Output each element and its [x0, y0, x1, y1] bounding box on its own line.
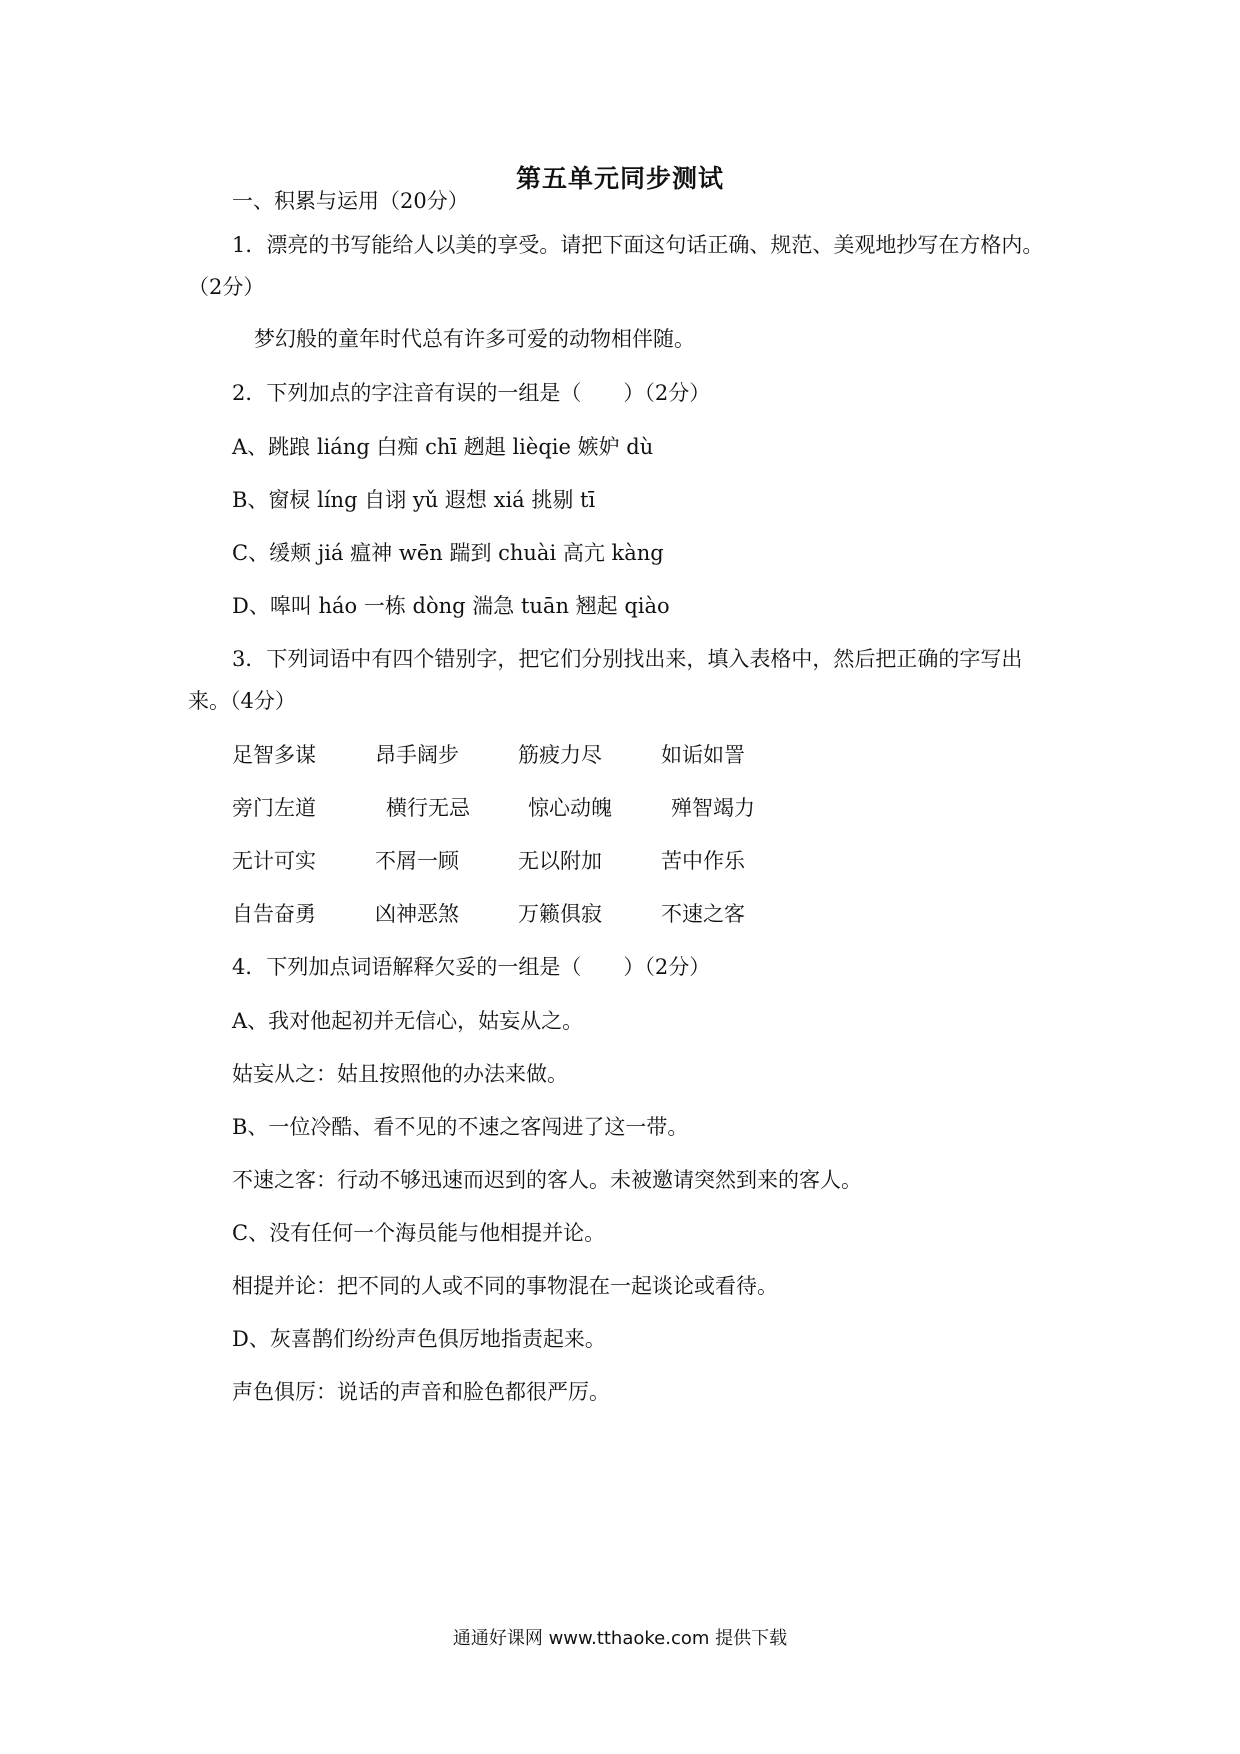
question-1-sentence: 梦幻般的童年时代总有许多可爱的动物相伴随。 [254, 327, 695, 351]
word-cell: 殚智竭力 [671, 796, 755, 820]
word-cell: 无以附加 [518, 849, 602, 873]
word-cell: 自告奋勇 [232, 902, 316, 926]
word-cell: 不屑一顾 [375, 849, 459, 873]
question-4-option-a-explanation: 姑妄从之：姑且按照他的办法来做。 [232, 1062, 568, 1086]
word-cell: 筋疲力尽 [518, 743, 602, 767]
word-cell: 旁门左道 [232, 796, 316, 820]
question-4-option-c-explanation: 相提并论：把不同的人或不同的事物混在一起谈论或看待。 [232, 1274, 778, 1298]
question-2-option-b: B、窗棂 líng 自诩 yǔ 遐想 xiá 挑剔 tī [232, 488, 596, 512]
page-footer: 通通好课网 www.tthaoke.com 提供下载 [452, 1628, 788, 1649]
question-4-stem: 4．下列加点词语解释欠妥的一组是（ ）（2分） [232, 955, 711, 979]
question-2-option-a: A、跳踉 liáng 白痴 chī 趔趄 lièqie 嫉妒 dù [232, 435, 654, 459]
word-cell: 昂手阔步 [375, 743, 459, 767]
word-cell: 凶神恶煞 [375, 902, 459, 926]
section-heading: 一、积累与运用（20分） [232, 189, 469, 213]
word-cell: 如诟如詈 [661, 743, 745, 767]
question-2-option-c: C、缓颊 jiá 瘟神 wēn 踹到 chuài 高亢 kàng [232, 541, 664, 565]
question-4-option-d: D、灰喜鹊们纷纷声色俱厉地指责起来。 [232, 1327, 606, 1351]
word-cell: 不速之客 [661, 902, 745, 926]
question-2-option-d: D、嗥叫 háo 一栋 dòng 湍急 tuān 翘起 qiào [232, 594, 670, 618]
question-1-score: （2分） [188, 275, 265, 299]
question-2-stem: 2．下列加点的字注音有误的一组是（ ）（2分） [232, 381, 711, 405]
question-3-stem: 3．下列词语中有四个错别字，把它们分别找出来，填入表格中，然后把正确的字写出 [232, 647, 1023, 671]
question-4-option-c: C、没有任何一个海员能与他相提并论。 [232, 1221, 606, 1245]
page-title: 第五单元同步测试 [515, 164, 724, 193]
question-3-score: 来。（4分） [188, 689, 296, 713]
question-4-option-a: A、我对他起初并无信心，姑妄从之。 [232, 1009, 584, 1033]
question-4-option-d-explanation: 声色俱厉：说话的声音和脸色都很严厉。 [232, 1380, 610, 1404]
word-cell: 惊心动魄 [528, 796, 612, 820]
word-cell: 万籁俱寂 [518, 902, 602, 926]
question-4-option-b-explanation: 不速之客：行动不够迅速而迟到的客人。未被邀请突然到来的客人。 [232, 1168, 862, 1192]
word-cell: 无计可实 [232, 849, 316, 873]
question-1-stem: 1．漂亮的书写能给人以美的享受。请把下面这句话正确、规范、美观地抄写在方格内。 [232, 233, 1044, 257]
question-4-option-b: B、一位冷酷、看不见的不速之客闯进了这一带。 [232, 1115, 689, 1139]
word-cell: 足智多谋 [232, 743, 316, 767]
word-cell: 横行无忌 [386, 796, 470, 820]
word-cell: 苦中作乐 [661, 849, 745, 873]
